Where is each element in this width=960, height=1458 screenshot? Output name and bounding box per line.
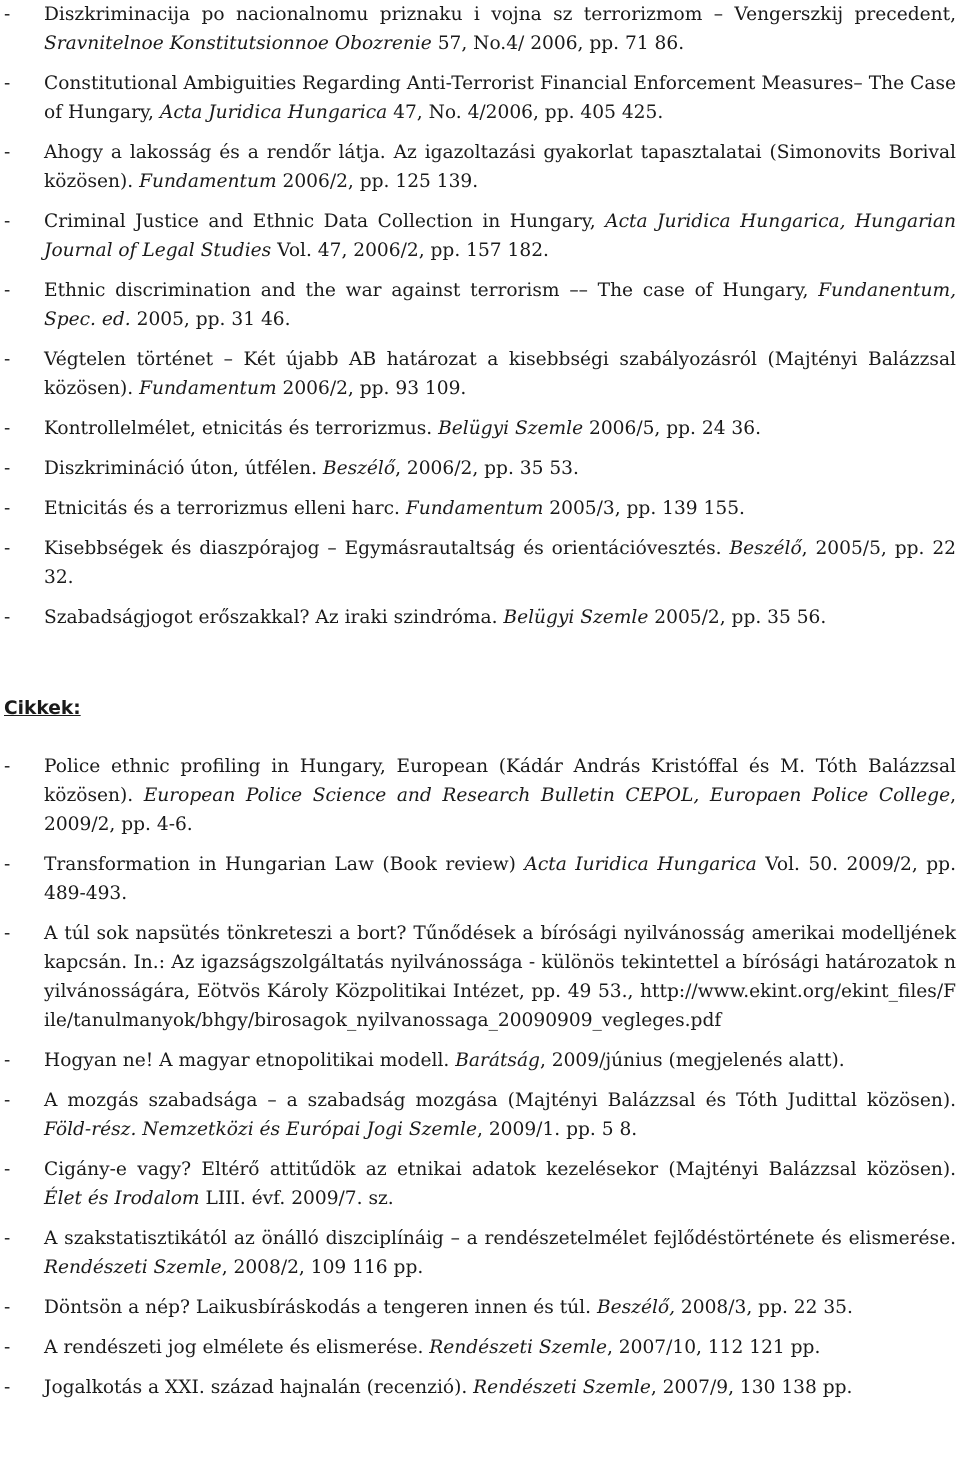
bullet-dash: - [4, 349, 11, 370]
citation-source: Fundamentum [139, 171, 277, 192]
citation-text: Cigány-e vagy? Eltérő attitűdök az etnikai adatok kezelésekor (Majtényi Balázzsal közösen). [44, 1159, 956, 1180]
list-item [4, 752, 956, 839]
citation-text: 2005/3, pp. 139 155. [543, 498, 745, 519]
citation-text: Vol. 50. 2009/2, pp. 489-493. [44, 854, 956, 904]
bullet-dash: - [4, 1159, 11, 1180]
bullet-dash: - [4, 756, 11, 777]
list-item [4, 1373, 956, 1402]
citation-source: Föld-rész. Nemzetközi és Európai Jogi Szemle [44, 1119, 478, 1140]
bullet-dash: - [4, 1228, 11, 1249]
citation-source: Fundanentum, Spec. ed. [44, 280, 956, 330]
citation-text: LIII. évf. 2009/7. sz. [199, 1188, 394, 1209]
list-item [4, 534, 956, 592]
list-item [4, 0, 956, 58]
publication-list-articles [4, 752, 956, 1413]
bullet-dash: - [4, 4, 11, 25]
bullet-dash: - [4, 211, 11, 232]
list-item [4, 603, 956, 632]
list-item [4, 138, 956, 196]
citation-text: Végtelen történet – Két újabb AB határozat a kisebbségi szabályozásról (Majtényi Balázzsal közösen). [44, 349, 956, 399]
citation-text: , 2009/június (megjelenés alatt). [539, 1050, 845, 1071]
list-item [4, 1086, 956, 1144]
bullet-dash: - [4, 538, 11, 559]
citation-source: Beszélő, [596, 1297, 676, 1318]
bullet-dash: - [4, 607, 11, 628]
bullet-dash: - [4, 1377, 11, 1398]
citation-text: , 2009/1. pp. 5 8. [477, 1119, 638, 1140]
bullet-dash: - [4, 142, 11, 163]
list-item [4, 207, 956, 265]
bullet-dash: - [4, 854, 11, 875]
publication-list-studies [4, 0, 956, 643]
citation-text: Döntsön a nép? Laikusbíráskodás a tengeren innen és túl. [44, 1297, 597, 1318]
citation-text: , 2008/2, 109 116 pp. [221, 1257, 424, 1278]
citation-text: A mozgás szabadsága – a szabadság mozgása (Majtényi Balázzsal és Tóth Judittal közösen). [44, 1090, 956, 1111]
citation-source: Rendészeti Szemle [473, 1377, 651, 1398]
citation-source: Beszélő [322, 458, 396, 479]
bullet-dash: - [4, 1337, 11, 1358]
citation-text: , 2005/5, pp. 22 32. [44, 538, 957, 588]
citation-text: Police ethnic profiling in Hungary, European (Kádár András Kristóffal és M. Tóth Balázzsal közösen). [44, 756, 956, 806]
citation-source: European Police Science and Research Bulletin CEPOL, Europaen Police College [143, 785, 951, 806]
citation-text: Szabadságjogot erőszakkal? Az iraki szindróma. [44, 607, 504, 628]
citation-text: , 2007/9, 130 138 pp. [650, 1377, 853, 1398]
bullet-dash: - [4, 73, 11, 94]
list-item [4, 494, 956, 523]
citation-text: 2006/5, pp. 24 36. [583, 418, 762, 439]
bullet-dash: - [4, 418, 11, 439]
citation-source: Acta Juridica Hungarica [159, 102, 388, 123]
citation-text: Kisebbségek és diaszpórajog – Egymásrautaltság és orientációvesztés. [44, 538, 730, 559]
list-item [4, 414, 956, 443]
list-item [4, 1155, 956, 1213]
citation-text: 2006/2, pp. 93 109. [276, 378, 467, 399]
bullet-dash: - [4, 1090, 11, 1111]
citation-text: 2005/2, pp. 35 56. [648, 607, 827, 628]
list-item [4, 69, 956, 127]
citation-source: Beszélő [729, 538, 802, 559]
list-item [4, 345, 956, 403]
citation-source: Belügyi Szemle [503, 607, 649, 628]
bullet-dash: - [4, 1297, 11, 1318]
citation-source: Barátság [455, 1050, 540, 1071]
citation-text: , 2006/2, pp. 35 53. [395, 458, 579, 479]
citation-source: Belügyi Szemle [438, 418, 584, 439]
citation-source: Élet és Irodalom [44, 1188, 200, 1209]
citation-text: 2006/2, pp. 125 139. [276, 171, 479, 192]
citation-text: Vol. 47, 2006/2, pp. 157 182. [271, 240, 549, 261]
citation-text: , 2009/2, pp. 4-6. [44, 785, 956, 835]
citation-source: Acta Juridica Hungarica, Hungarian Journal of Legal Studies [44, 211, 956, 261]
citation-text: A túl sok napsütés tönkreteszi a bort? Tűnődések a bírósági nyilvánosság amerikai modelljének kapcsán. In.: Az igazságszolgáltatás nyilvánossága - különös tekintettel a bírósági határozatok nyilvánosságára, Eötvös Károly Közpolitikai Intézet, pp. 49 53., http://www.ekint.org/ekint_files/File/tanulmanyok/bhgy/birosagok_nyilvanossaga_20090909_vegleges.pdf [44, 923, 956, 1031]
citation-source: Rendészeti Szemle [44, 1257, 222, 1278]
bullet-dash: - [4, 498, 11, 519]
citation-text: , 2007/10, 112 121 pp. [606, 1337, 821, 1358]
list-item [4, 1224, 956, 1282]
list-item [4, 1046, 956, 1075]
citation-text: Diszkrimináció úton, útfélen. [44, 458, 323, 479]
citation-text: 47, No. 4/2006, pp. 405 425. [387, 102, 664, 123]
citation-text: Transformation in Hungarian Law (Book review) [44, 854, 525, 875]
citation-text: Jogalkotás a XXI. század hajnalán (recenzió). [44, 1377, 474, 1398]
list-item [4, 276, 956, 334]
citation-source: Fundamentum [405, 498, 544, 519]
citation-source: Rendészeti Szemle [429, 1337, 607, 1358]
list-item [4, 1293, 956, 1322]
citation-text: Criminal Justice and Ethnic Data Collection in Hungary, [44, 211, 606, 232]
citation-source: Sravnitelnoe Konstitutsionnoe Obozrenie [44, 33, 432, 54]
citation-text: Ethnic discrimination and the war against terrorism –– The case of Hungary, [44, 280, 819, 301]
citation-text: Diszkriminacija po nacionalnomu priznaku i vojna sz terrorizmom – Vengerszkij precedent, [44, 4, 956, 25]
section-heading-articles: Cikkek: [4, 698, 81, 719]
citation-text: Kontrollelmélet, etnicitás és terrorizmus. [44, 418, 439, 439]
citation-text: A szakstatisztikától az önálló diszciplínáig – a rendészetelmélet fejlődéstörténete és elismerése. [44, 1228, 956, 1249]
citation-source: Fundamentum [139, 378, 277, 399]
citation-text: 57, No.4/ 2006, pp. 71 86. [431, 33, 685, 54]
bullet-dash: - [4, 1050, 11, 1071]
citation-text: Hogyan ne! A magyar etnopolitikai modell. [44, 1050, 456, 1071]
bullet-dash: - [4, 280, 11, 301]
citation-source: Acta Iuridica Hungarica [524, 854, 757, 875]
list-item [4, 454, 956, 483]
citation-text: Etnicitás és a terrorizmus elleni harc. [44, 498, 406, 519]
citation-text: 2008/3, pp. 22 35. [675, 1297, 853, 1318]
list-item [4, 919, 956, 1035]
list-item [4, 850, 956, 908]
citation-text: Constitutional Ambiguities Regarding Anti-Terrorist Financial Enforcement Measures– The Case of Hungary, [44, 73, 956, 123]
bullet-dash: - [4, 923, 11, 944]
citation-text: 2005, pp. 31 46. [130, 309, 291, 330]
list-item [4, 1333, 956, 1362]
citation-text: Ahogy a lakosság és a rendőr látja. Az igazoltazási gyakorlat tapasztalatai (Simonovits Borival közösen). [44, 142, 956, 192]
bullet-dash: - [4, 458, 11, 479]
citation-text: A rendészeti jog elmélete és elismerése. [44, 1337, 430, 1358]
